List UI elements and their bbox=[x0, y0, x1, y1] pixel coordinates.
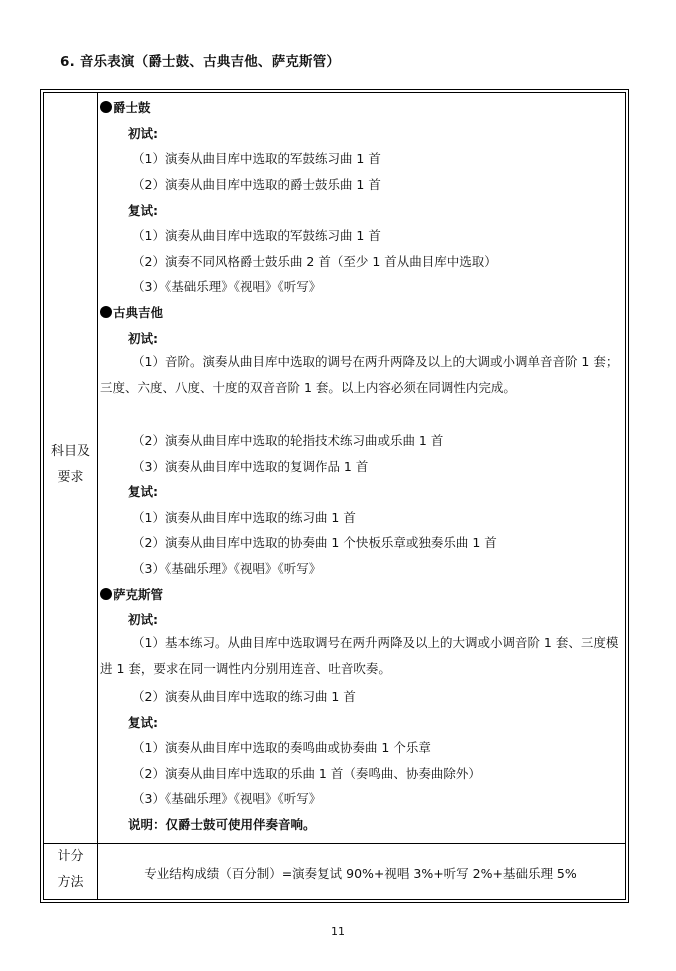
requirements-table bbox=[40, 89, 629, 903]
prelim-label: 初试: bbox=[128, 331, 158, 346]
prelim-label: 初试: bbox=[128, 612, 158, 627]
section-title-jazz-drum: 爵士鼓 bbox=[100, 98, 621, 118]
list-item-long: （1）音阶。演奏从曲目库中选取的调号在两升两降及以上的大调或小调单音音阶 1 套；三度、六度、八度、十度的双音音阶 1 套。以上内容必须在同调性内完成。 bbox=[100, 354, 619, 395]
column-divider bbox=[97, 93, 98, 899]
bullet-icon bbox=[100, 101, 112, 113]
page-number: 11 bbox=[331, 925, 345, 938]
section-title-saxophone: 萨克斯管 bbox=[100, 585, 621, 605]
list-item: （3）《基础乐理》《视唱》《听写》 bbox=[132, 279, 322, 294]
list-item: （2）演奏从曲目库中选取的乐曲 1 首（奏鸣曲、协奏曲除外） bbox=[132, 766, 481, 781]
list-item: （3）《基础乐理》《视唱》《听写》 bbox=[132, 561, 322, 576]
list-item: （3）《基础乐理》《视唱》《听写》 bbox=[132, 791, 322, 806]
list-item: （1）演奏从曲目库中选取的奏鸣曲或协奏曲 1 个乐章 bbox=[132, 740, 431, 755]
list-item: （1）演奏从曲目库中选取的练习曲 1 首 bbox=[132, 510, 356, 525]
scoring-label: 计分 方法 bbox=[57, 849, 84, 890]
list-item: （3）演奏从曲目库中选取的复调作品 1 首 bbox=[132, 459, 369, 474]
list-item: （2）演奏从曲目库中选取的爵士鼓乐曲 1 首 bbox=[132, 177, 381, 192]
section-heading: 6. 音乐表演（爵士鼓、古典吉他、萨克斯管） bbox=[60, 54, 341, 70]
section-title-classical-guitar: 古典吉他 bbox=[100, 303, 621, 323]
bullet-icon bbox=[100, 588, 112, 600]
list-item-long: （1）基本练习。从曲目库中选取调号在两升两降及以上的大调或小调音阶 1 套、三度模进 1 套，要求在同一调性内分别用连音、吐音吹奏。 bbox=[100, 635, 619, 676]
list-item: （2）演奏不同风格爵士鼓乐曲 2 首（至少 1 首从曲目库中选取） bbox=[132, 254, 497, 269]
list-item: （2）演奏从曲目库中选取的练习曲 1 首 bbox=[132, 689, 356, 704]
list-item: （1）演奏从曲目库中选取的军鼓练习曲 1 首 bbox=[132, 228, 381, 243]
subjects-label: 科目及 要求 bbox=[50, 444, 90, 485]
retest-label: 复试: bbox=[128, 484, 158, 499]
list-item: （2）演奏从曲目库中选取的轮指技术练习曲或乐曲 1 首 bbox=[132, 433, 444, 448]
list-item: （2）演奏从曲目库中选取的协奏曲 1 个快板乐章或独奏乐曲 1 首 bbox=[132, 535, 497, 550]
retest-label: 复试: bbox=[128, 203, 158, 218]
prelim-label: 初试: bbox=[128, 126, 158, 141]
bullet-icon bbox=[100, 306, 112, 318]
scoring-formula: 专业结构成绩（百分制）=演奏复试 90%+视唱 3%+听写 2%+基础乐理 5% bbox=[144, 866, 577, 881]
retest-label: 复试: bbox=[128, 715, 158, 730]
note: 说明：仅爵士鼓可使用伴奏音响。 bbox=[128, 817, 316, 832]
list-item: （1）演奏从曲目库中选取的军鼓练习曲 1 首 bbox=[132, 151, 381, 166]
